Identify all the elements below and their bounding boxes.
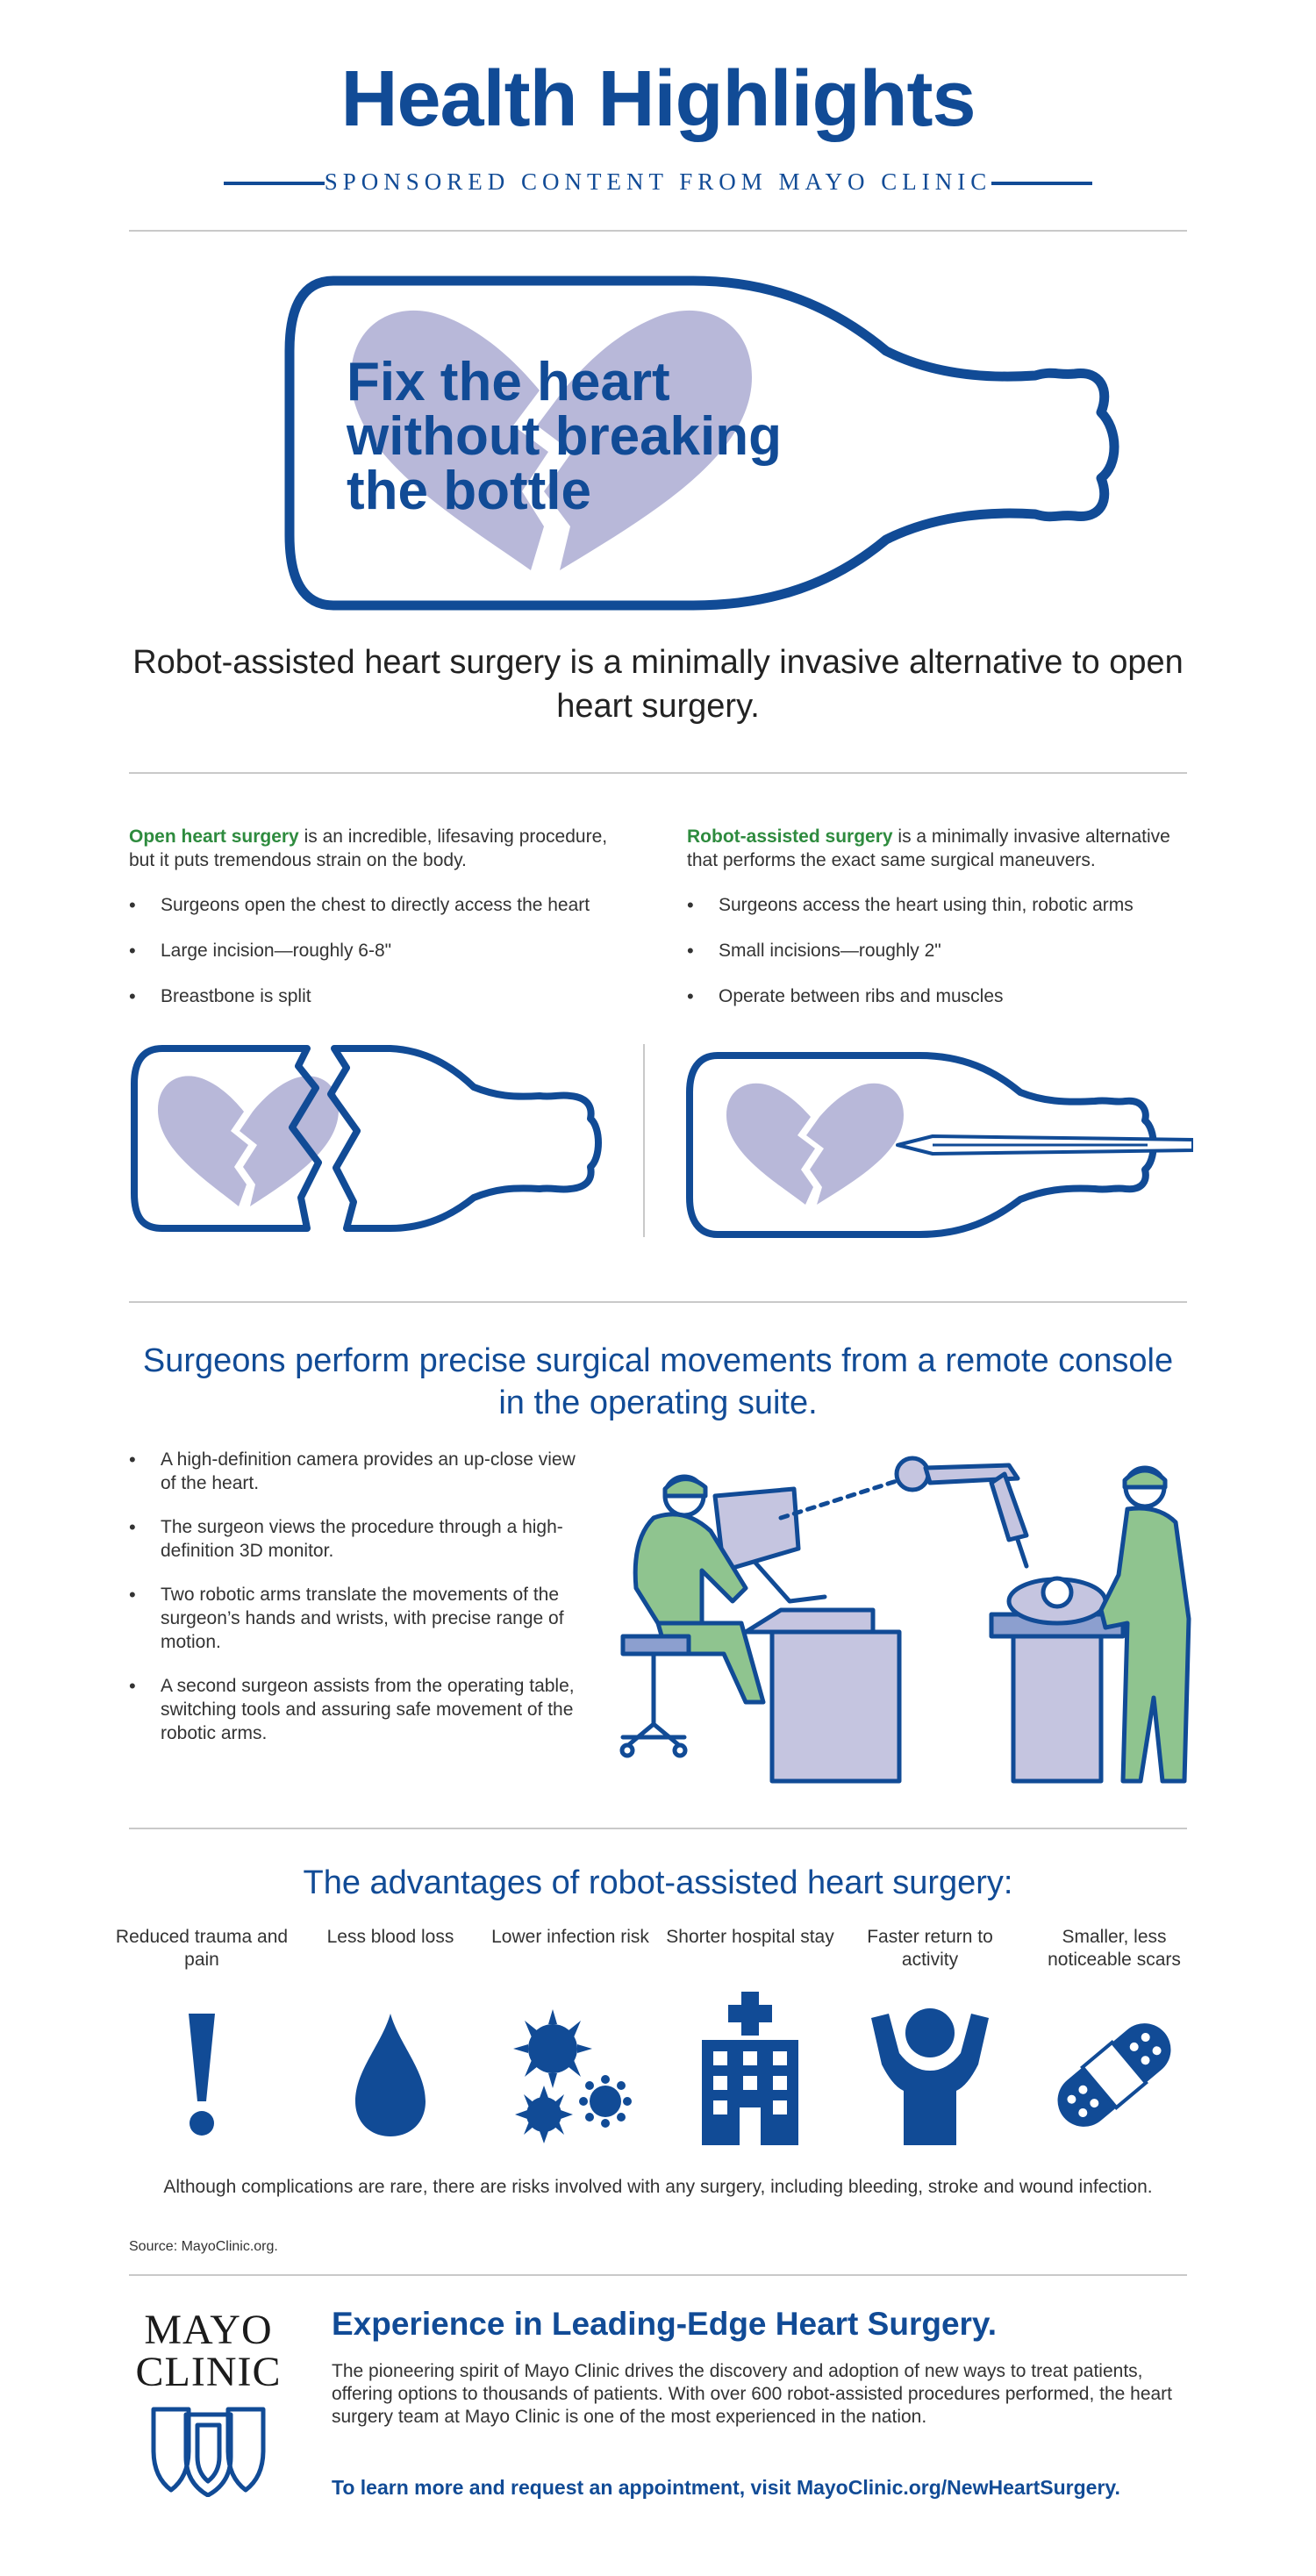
advantage-label: Reduced trauma and pain bbox=[115, 1927, 289, 1970]
person-arms-raised-icon bbox=[864, 2005, 996, 2145]
console-desk bbox=[772, 1632, 899, 1781]
divider bbox=[129, 2274, 1187, 2276]
list-item: • The surgeon views the procedure through a high-definition 3D monitor. bbox=[129, 1515, 590, 1563]
intro-text: Robot-assisted heart surgery is a minimally invasive alternative to open heart surgery. bbox=[132, 644, 1184, 725]
hero-headline bbox=[347, 352, 782, 521]
robot-surgery-list bbox=[687, 893, 1187, 1008]
open-surgery-term: Open heart surgery bbox=[129, 826, 299, 847]
germ-icon bbox=[504, 2005, 636, 2145]
hospital-icon bbox=[697, 1992, 803, 2145]
broken-bottle-illustration bbox=[127, 1040, 614, 1241]
list-item: • Large incision—roughly 6-8" bbox=[129, 939, 620, 962]
console-list bbox=[129, 1448, 590, 1745]
column-divider bbox=[643, 1044, 645, 1237]
open-surgery-summary: is an incredible, lifesaving procedure, but it puts tremendous strain on the body. bbox=[129, 826, 608, 870]
divider bbox=[129, 230, 1187, 232]
list-item: • Operate between ribs and muscles bbox=[687, 984, 1187, 1008]
assistant-body bbox=[1101, 1508, 1189, 1781]
hero-headline-line-3: the bottle bbox=[347, 461, 591, 521]
list-item: • A high-definition camera provides an up-close view of the heart. bbox=[129, 1448, 590, 1495]
robotic-arm-joint bbox=[897, 1458, 928, 1490]
bandage-icon bbox=[1044, 2009, 1184, 2141]
list-item: • A second surgeon assists from the operating table, switching tools and assuring safe movement of the robotic arms. bbox=[129, 1674, 590, 1745]
source-note: Source: MayoClinic.org. bbox=[129, 2239, 278, 2254]
blood-drop-icon bbox=[347, 2009, 434, 2141]
bottle-right-half bbox=[331, 1048, 598, 1228]
list-item: • Surgeons access the heart using thin, robotic arms bbox=[687, 893, 1187, 917]
wireless-link bbox=[781, 1480, 899, 1518]
hero-headline-line-1: Fix the heart bbox=[347, 352, 670, 412]
logo-word-mayo: MAYO bbox=[144, 2307, 273, 2353]
hero-headline-line-2: without breaking bbox=[347, 406, 782, 467]
divider bbox=[129, 1301, 1187, 1303]
open-surgery-list bbox=[129, 893, 620, 1008]
list-item: • Two robotic arms translate the movements of the surgeon’s hands and wrists, with precise range of motion. bbox=[129, 1583, 590, 1654]
page-title: Health Highlights bbox=[340, 55, 976, 143]
divider bbox=[129, 772, 1187, 774]
console-heading: Surgeons perform precise surgical movements from a remote console in the operating suite. bbox=[142, 1342, 1174, 1421]
list-item: • Surgeons open the chest to directly access the heart bbox=[129, 893, 620, 917]
advantage-label: Faster return to activity bbox=[867, 1927, 993, 1970]
mayo-shields-icon bbox=[149, 2402, 268, 2497]
advantage-label: Lower infection risk bbox=[491, 1927, 649, 1947]
appointment-link[interactable]: To learn more and request an appointment, visit MayoClinic.org/NewHeartSurgery. bbox=[332, 2476, 1120, 2499]
list-item: • Breastbone is split bbox=[129, 984, 620, 1008]
list-item: • Small incisions—roughly 2" bbox=[687, 939, 1187, 962]
advantage-label: Smaller, less noticeable scars bbox=[1048, 1927, 1181, 1970]
robot-surgery-term: Robot-assisted surgery bbox=[687, 826, 893, 847]
footer-body: The pioneering spirit of Mayo Clinic drives the discovery and adoption of new ways to treat patients, offering options to thousands of patients. With over 600 robot-assisted procedures performed, the heart surgery team at Mayo Clinic is one of the most experienced in the nation. bbox=[332, 2361, 1173, 2427]
robot-surgery-summary: is a minimally invasive alternative that performs the exact same surgical maneuvers. bbox=[687, 826, 1170, 870]
intact-bottle-illustration bbox=[683, 1048, 1193, 1241]
exclamation-icon bbox=[180, 2009, 224, 2141]
sponsor-rule-right bbox=[991, 182, 1092, 185]
advantages-heading: The advantages of robot-assisted heart surgery: bbox=[303, 1864, 1013, 1901]
footer-title: Experience in Leading-Edge Heart Surgery. bbox=[332, 2306, 998, 2342]
risk-disclaimer: Although complications are rare, there are risks involved with any surgery, including bleeding, stroke and wound infection. bbox=[163, 2177, 1153, 2197]
advantage-label: Shorter hospital stay bbox=[666, 1927, 834, 1947]
broken-heart-icon bbox=[726, 1084, 904, 1205]
logo-word-clinic: CLINIC bbox=[135, 2349, 282, 2395]
advantage-label: Less blood loss bbox=[326, 1927, 454, 1947]
mayo-clinic-logo bbox=[127, 2309, 290, 2394]
robotic-surgery-scene-illustration bbox=[614, 1435, 1211, 1785]
sponsor-label: SPONSORED CONTENT FROM MAYO CLINIC bbox=[324, 168, 992, 195]
divider bbox=[129, 1828, 1187, 1829]
robot-surgery-description bbox=[687, 825, 1187, 872]
open-surgery-description bbox=[129, 825, 620, 872]
